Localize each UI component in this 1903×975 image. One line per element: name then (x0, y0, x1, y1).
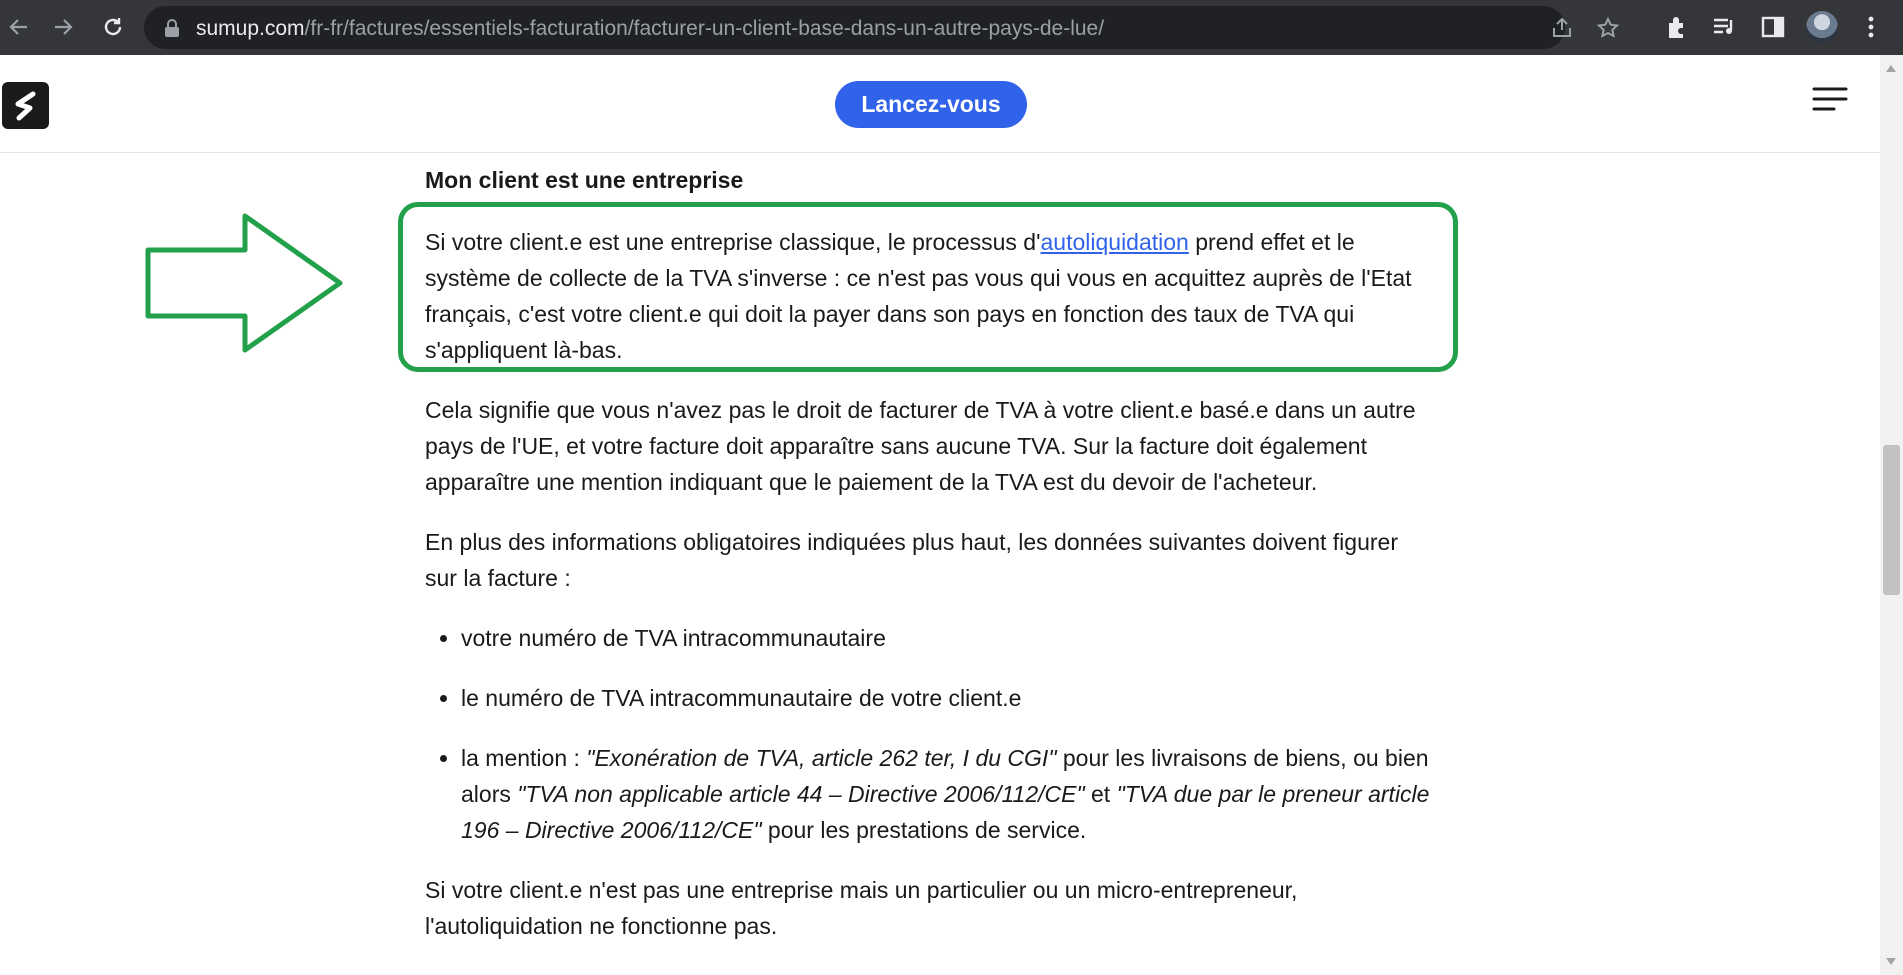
paragraph-individual-client: Si votre client.e n'est pas une entreprise mais un particulier ou un micro-entrepreneur, l'autoliquidation ne fonctionne pas. (425, 877, 1298, 939)
section-heading: Mon client est une entreprise (425, 167, 744, 193)
sumup-logo-icon[interactable] (2, 82, 49, 129)
avatar[interactable] (1806, 11, 1838, 43)
lock-icon[interactable] (164, 19, 180, 37)
list-item: • votre numéro de TVA intracommunautaire (461, 620, 1435, 656)
paragraph-no-vat: Cela signifie que vous n'avez pas le droit de facturer de TVA à votre client.e basé.e dans un autre pays de l'UE, et votre facture doit apparaître sans aucune TVA. Sur la facture doit également apparaître une mention indiquant que le paiement de la TVA est du devoir de l'acheteur. (425, 397, 1416, 495)
scroll-thumb[interactable] (1883, 445, 1900, 595)
extensions-icon[interactable] (1664, 14, 1690, 40)
required-data-list (425, 620, 1435, 848)
browser-toolbar (0, 0, 1903, 55)
article-body (425, 152, 1435, 944)
arrow-annotation-icon (145, 212, 345, 354)
share-icon[interactable] (1550, 16, 1574, 40)
list-item: • le numéro de TVA intracommunautaire de votre client.e (461, 680, 1435, 716)
reload-icon[interactable] (98, 12, 128, 42)
kebab-menu-icon[interactable] (1858, 14, 1884, 40)
side-panel-icon[interactable] (1760, 14, 1786, 40)
back-icon[interactable] (4, 12, 34, 42)
forward-icon[interactable] (48, 12, 78, 42)
reading-list-icon[interactable] (1711, 14, 1737, 40)
url-text[interactable]: sumup.com/fr-fr/factures/essentiels-facturation/facturer-un-client-base-dans-un-autre-pays-de-lue/ (196, 17, 1105, 40)
site-header (0, 55, 1880, 153)
vertical-scrollbar[interactable] (1880, 55, 1903, 975)
paragraph-required-data: En plus des informations obligatoires indiquées plus haut, les données suivantes doivent figurer sur la facture : (425, 529, 1398, 591)
star-icon[interactable] (1596, 16, 1620, 40)
get-started-button[interactable]: Lancez-vous (835, 81, 1027, 128)
hamburger-menu-icon[interactable] (1812, 84, 1848, 114)
autoliquidation-link[interactable]: autoliquidation (1040, 229, 1189, 255)
address-bar[interactable] (144, 6, 1565, 49)
list-item: • la mention : "Exonération de TVA, article 262 ter, I du CGI" pour les livraisons de biens, ou bien alors "TVA non applicable article 44 – Directive 2006/112/CE" et "TVA due par le preneur article 196 – Directive 2006/112/CE" pour les prestations de service. (461, 740, 1435, 848)
scroll-up-icon[interactable] (1886, 65, 1896, 72)
paragraph-reverse-charge: Si votre client.e est une entreprise classique, le processus d'autoliquidation prend effet et le système de collecte de la TVA s'inverse : ce n'est pas vous qui vous en acquittez auprès de l'Etat français, c'est votre client.e qui doit la payer dans son pays en fonction des taux de TVA qui s'appliquent là-bas. (425, 229, 1412, 363)
scroll-down-icon[interactable] (1886, 958, 1896, 965)
